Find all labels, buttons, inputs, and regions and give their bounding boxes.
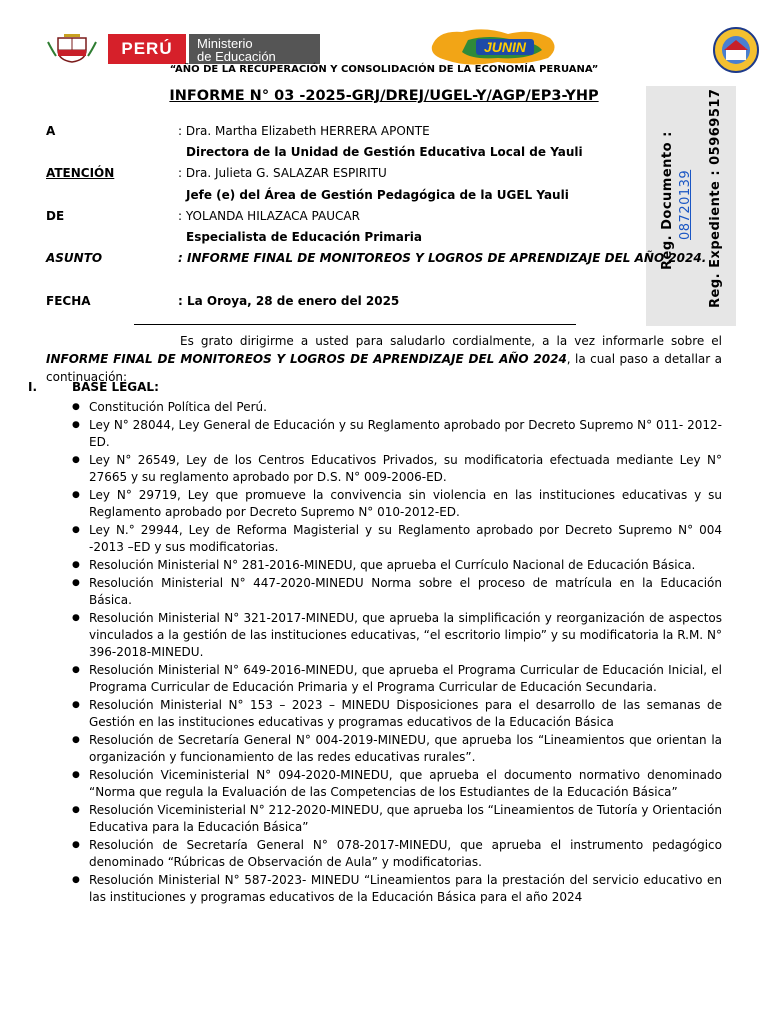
intro-emphasis: INFORME FINAL DE MONITOREOS Y LOGROS DE APRENDIZAJE DEL AÑO 2024 [46,352,567,366]
legal-basis-list [89,399,722,907]
list-item: ● Resolución de Secretaría General N° 004-2019-MINEDU, que aprueba los “Lineamientos que orientan la organización y funcionamiento de las redes educativas rurales”. [89,732,722,766]
registration-stamp [646,86,736,326]
ministry-logo [189,34,320,64]
section-number: I. [28,380,38,394]
field-a-label: A [46,124,56,138]
stamp-expediente-label: Reg. Expediente : 05969517 [708,88,723,308]
intro-text-end: , la cual paso a detallar a continuación: [46,352,722,384]
field-a-value: : Dra. Martha Elizabeth HERRERA APONTE [178,124,430,138]
list-item: ● Constitución Política del Perú. [89,399,722,416]
header-divider [134,324,576,325]
field-atencion-label: ATENCIÓN [46,166,115,180]
list-item: ● Resolución Ministerial N° 321-2017-MINEDU, que aprueba la simplificación y reorganización de aspectos vinculados a la gestión de las instituciones educativas, “el escritorio limpio” y su modificatoria la R.M. N° 396-2018-MINEDU. [89,610,722,661]
field-atencion-position: Jefe (e) del Área de Gestión Pedagógica de la UGEL Yauli [186,188,569,202]
field-de-position: Especialista de Educación Primaria [186,230,422,244]
stamp-document-label: Reg. Documento : [660,131,675,270]
field-asunto-value: : INFORME FINAL DE MONITOREOS Y LOGROS DE APRENDIZAJE DEL AÑO 2024. [178,251,707,265]
list-item: ● Resolución Ministerial N° 153 – 2023 – MINEDU Disposiciones para el desarrollo de las semanas de Gestión en las instituciones educativas y programas educativos de la Educación Básica [89,697,722,731]
junin-label: JUNIN [483,39,527,55]
list-item: ● Resolución Viceministerial N° 094-2020-MINEDU, que aprueba el documento normativo denominado “Norma que regula la Evaluación de las Competencias de los Estudiantes de la Educación Básica” [89,767,722,801]
junin-region-logo [428,26,562,68]
intro-paragraph [46,332,722,386]
list-item: ● Resolución Viceministerial N° 212-2020-MINEDU, que aprueba los “Lineamientos de Tutoría y Orientación Educativa para la Educación Básica” [89,802,722,836]
field-de-label: DE [46,209,65,223]
field-a-position: Directora de la Unidad de Gestión Educativa Local de Yauli [186,145,583,159]
ministry-line-1: Ministerio [197,36,253,51]
field-asunto-label: ASUNTO [46,251,103,265]
list-item: ● Resolución Ministerial N° 281-2016-MINEDU, que aprueba el Currículo Nacional de Educación Básica. [89,557,722,574]
section-title: BASE LEGAL: [72,380,159,394]
field-atencion-value: : Dra. Julieta G. SALAZAR ESPIRITU [178,166,387,180]
list-item: ● Resolución Ministerial N° 587-2023- MINEDU “Lineamientos para la prestación del servicio educativo en las instituciones y programas educativos de la Educación Básica para el año 2024 [89,872,722,906]
report-title: INFORME N° 03 -2025-GRJ/DREJ/UGEL-Y/AGP/EP3-YHP [169,88,599,104]
list-item: ● Ley N.° 29944, Ley de Reforma Magisterial y su Reglamento aprobado por Decreto Supremo N° 004 -2013 –ED y sus modificatorias. [89,522,722,556]
peru-coat-of-arms-logo [44,34,100,64]
field-fecha-label: FECHA [46,294,91,308]
list-item: ● Resolución de Secretaría General N° 078-2017-MINEDU, que aprueba el instrumento pedagógico denominado “Rúbricas de Observación de Aula” y modificatorias. [89,837,722,871]
ministry-line-2: de Educación [197,49,276,64]
list-item: ● Ley N° 29719, Ley que promueve la convivencia sin violencia en las instituciones educativas y su Reglamento aprobado por Decreto Supremo N° 010-2012-ED. [89,487,722,521]
intro-text: Es grato dirigirme a usted para saludarlo cordialmente, a la vez informarle sobre el [180,334,722,348]
field-fecha-value: : La Oroya, 28 de enero del 2025 [178,294,400,308]
list-item: ● Resolución Ministerial N° 649-2016-MINEDU, que aprueba el Programa Curricular de Educación Inicial, el Programa Curricular de Educación Primaria y el Programa Curricular de Educación Secundaria. [89,662,722,696]
list-item: ● Resolución Ministerial N° 447-2020-MINEDU Norma sobre el proceso de matrícula en la Educación Básica. [89,575,722,609]
year-motto: “AÑO DE LA RECUPERACIÓN Y CONSOLIDACIÓN DE LA ECONOMÍA PERUANA” [169,64,599,75]
list-item: ● Ley N° 26549, Ley de los Centros Educativos Privados, su modificatoria efectuada mediante Ley N° 27665 y su reglamento aprobado por D.S. N° 009-2006-ED. [89,452,722,486]
field-de-value: : YOLANDA HILAZACA PAUCAR [178,209,360,223]
list-item: ● Ley N° 28044, Ley General de Educación y su Reglamento aprobado por Decreto Supremo N° 011- 2012-ED. [89,417,722,451]
peru-brand-label: PERÚ [108,34,186,64]
stamp-document-number-link[interactable]: 08720139 [678,169,693,240]
